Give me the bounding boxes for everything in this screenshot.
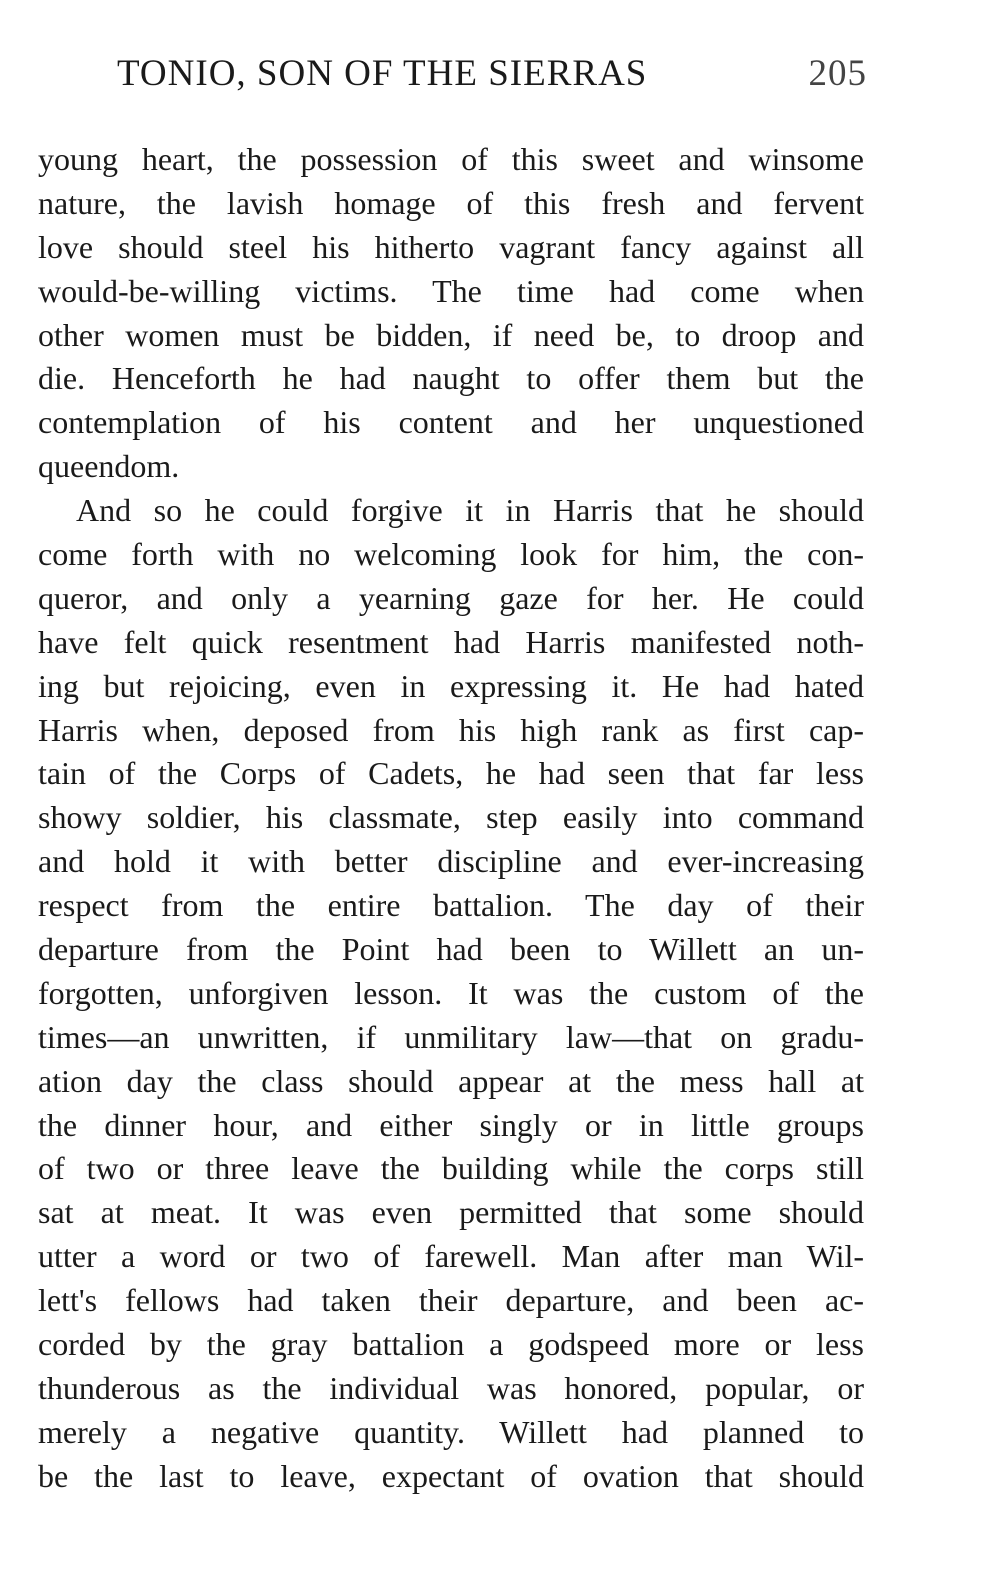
text-line: the dinner hour, and either singly or in little groups [38,1106,864,1143]
text-line: of two or three leave the building while the corps still [38,1150,864,1187]
text-line: departure from the Point had been to Willett an un- [38,931,864,968]
text-line: forgotten, unforgiven lesson. It was the custom of the [38,974,864,1011]
text-line: nature, the lavish homage of this fresh and fervent [38,184,864,221]
text-line: utter a word or two of farewell. Man after man Wil- [38,1238,864,1275]
running-title: TONIO, SON OF THE SIERRAS [117,53,648,94]
text-line: showy soldier, his classmate, step easily into command [38,799,864,836]
text-line: love should steel his hitherto vagrant fancy against all [38,228,864,265]
body-text [38,138,864,1499]
running-head [117,52,867,102]
text-line: and hold it with better discipline and ever-increasing [38,843,864,880]
text-line: have felt quick resentment had Harris manifested noth- [38,623,864,660]
text-line: would-be-willing victims. The time had come when [38,272,864,309]
text-line: thunderous as the individual was honored, popular, or [38,1369,864,1406]
text-line: merely a negative quantity. Willett had planned to [38,1413,864,1450]
text-line: sat at meat. It was even permitted that some should [38,1194,864,1231]
text-line: lett's fellows had taken their departure, and been ac- [38,1282,864,1319]
text-line: times—an unwritten, if unmilitary law—that on gradu- [38,1018,864,1055]
text-line: queror, and only a yearning gaze for her. He could [38,579,864,616]
paragraph-2 [38,489,864,1498]
text-line: ing but rejoicing, even in expressing it. He had hated [38,667,864,704]
text-line: ation day the class should appear at the mess hall at [38,1062,864,1099]
text-line: And so he could forgive it in Harris that he should [76,492,864,529]
text-line: contemplation of his content and her unquestioned [38,404,864,441]
text-line: corded by the gray battalion a godspeed more or less [38,1326,864,1363]
text-line: respect from the entire battalion. The day of their [38,887,864,924]
text-line: queendom. [38,448,180,485]
text-line: die. Henceforth he had naught to offer them but the [38,360,864,397]
page-number: 205 [808,53,867,94]
text-line: Harris when, deposed from his high rank as first cap- [38,711,864,748]
text-line: be the last to leave, expectant of ovation that should [38,1457,864,1494]
text-line: come forth with no welcoming look for him, the con- [38,536,864,573]
text-line: young heart, the possession of this sweet and winsome [38,141,864,177]
paragraph-1 [38,138,864,489]
text-line: other women must be bidden, if need be, to droop and [38,316,864,353]
text-line: tain of the Corps of Cadets, he had seen that far less [38,755,864,792]
